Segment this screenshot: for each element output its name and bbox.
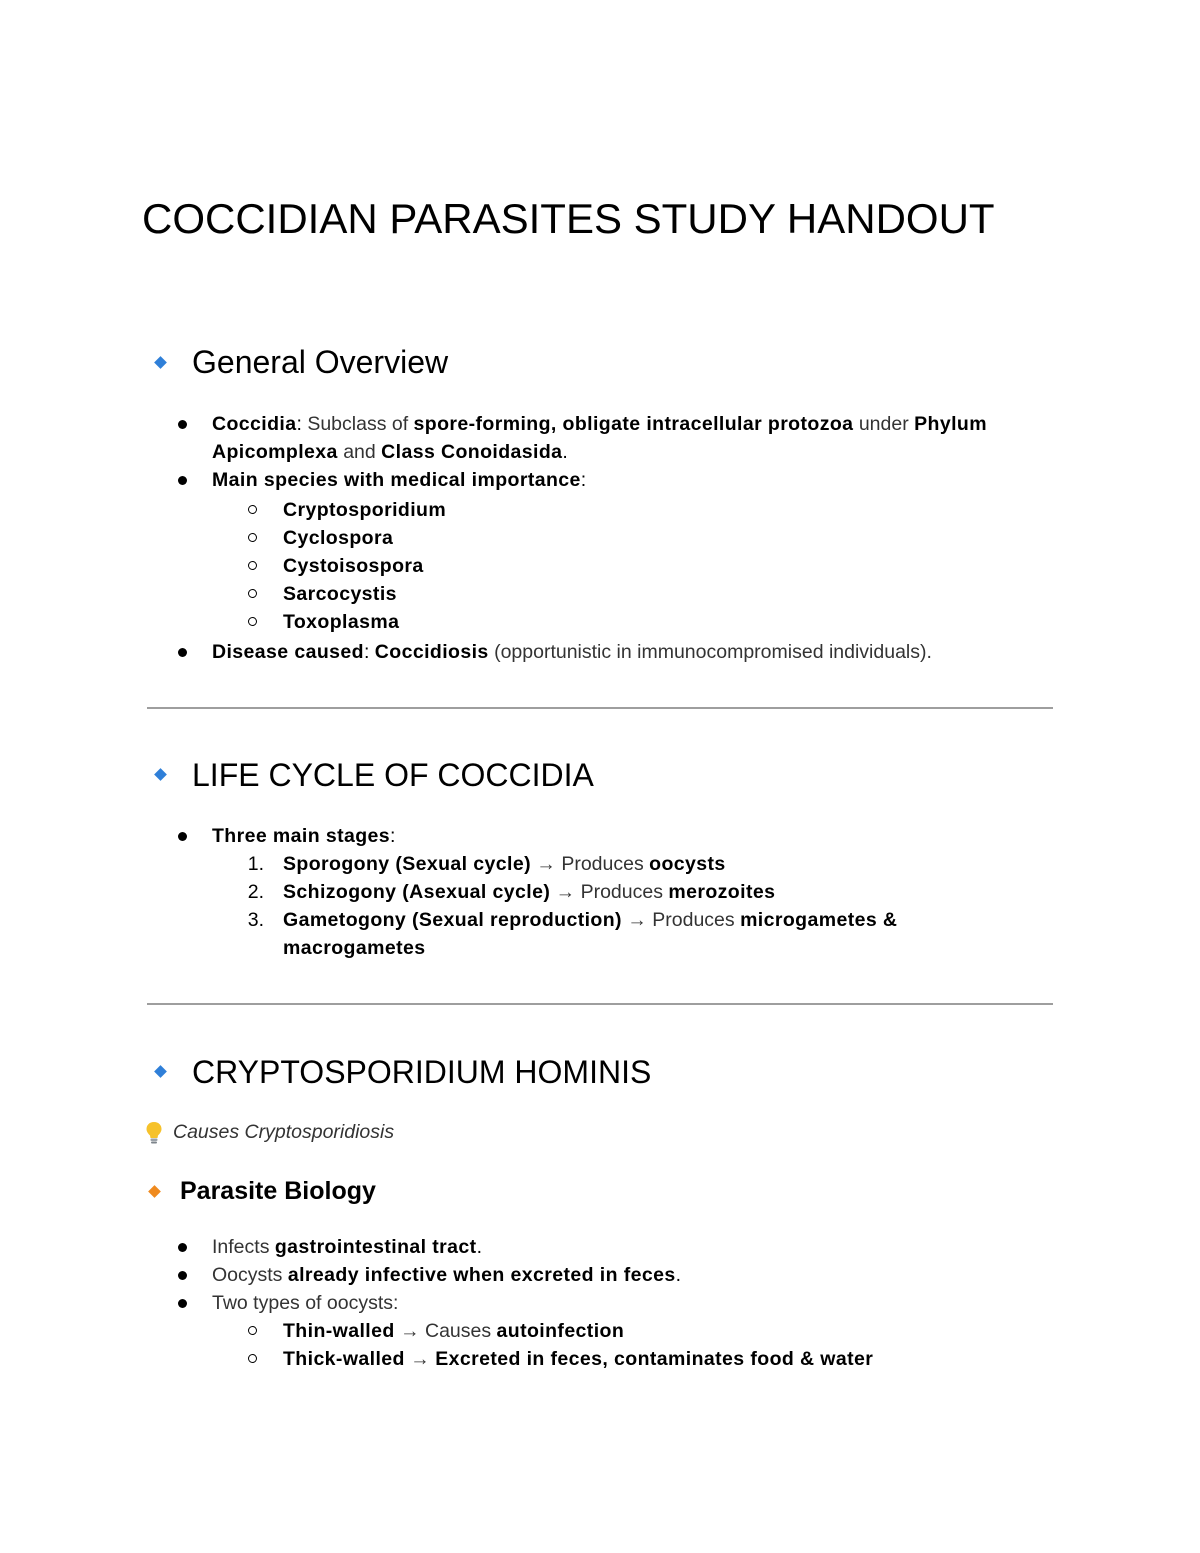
text: . (562, 441, 568, 463)
emphasis: Apicomplexa (212, 441, 338, 463)
bullet-dot-icon (178, 1271, 187, 1280)
bullet-dot-icon (178, 420, 187, 429)
species-item: Cystoisospora (283, 555, 424, 577)
list-number: 1. (247, 853, 264, 875)
text: → Produces (621, 909, 741, 931)
text: → Causes (394, 1320, 497, 1342)
emphasis: Excreted in feces, contaminates food & water (435, 1348, 874, 1370)
text: . (675, 1264, 682, 1286)
coccidia-line-1 (212, 410, 987, 438)
stage-item (283, 878, 775, 906)
bullet-circle-icon (248, 1354, 257, 1363)
text: : (296, 413, 302, 435)
term-coccidia: Coccidia (212, 413, 297, 435)
text: . (476, 1236, 482, 1258)
diamond-bullet-icon (154, 768, 167, 781)
text: : (363, 641, 375, 663)
horizontal-divider (147, 707, 1053, 709)
bullet-circle-icon (248, 561, 257, 570)
text: → Produces (550, 881, 669, 903)
oocyst-type-item (283, 1317, 624, 1345)
text: Subclass of (301, 413, 414, 435)
stage-name: Schizogony (Asexual cycle) (283, 881, 551, 903)
emphasis: already infective when excreted in feces (287, 1264, 676, 1286)
bullet-circle-icon (248, 589, 257, 598)
note-text: Causes Cryptosporidiosis (173, 1121, 395, 1143)
list-number: 3. (247, 909, 264, 931)
bullet-dot-icon (178, 1299, 187, 1308)
main-species-line (212, 466, 586, 494)
bullet-dot-icon (178, 476, 187, 485)
bullet-dot-icon (178, 1243, 187, 1252)
section-heading-cryptosporidium: CRYPTOSPORIDIUM HOMINIS (192, 1054, 652, 1090)
diamond-bullet-icon (154, 1065, 167, 1078)
list-number: 2. (247, 881, 264, 903)
bullet-circle-icon (248, 505, 257, 514)
bullet-circle-icon (248, 533, 257, 542)
text: under (853, 413, 915, 435)
emphasis: autoinfection (496, 1320, 625, 1342)
stage-item (283, 906, 897, 934)
text: → Produces (531, 853, 650, 875)
emphasis: gastrointestinal tract (274, 1236, 477, 1258)
species-item: Cryptosporidium (283, 499, 447, 521)
biology-item (212, 1233, 482, 1261)
bullet-dot-icon (178, 832, 187, 841)
label-main-species: Main species with medical importance (212, 469, 581, 491)
disease-line (212, 638, 932, 666)
species-item: Cyclospora (283, 527, 394, 549)
species-item: Sarcocystis (283, 583, 397, 605)
text: : (580, 469, 587, 491)
biology-item (212, 1261, 681, 1289)
emphasis: Thick-walled (283, 1348, 405, 1370)
species-item: Toxoplasma (283, 611, 400, 633)
emphasis: merozoites (668, 881, 776, 903)
label-stages: Three main stages (212, 825, 391, 847)
section-heading-life-cycle: LIFE CYCLE OF COCCIDIA (192, 757, 594, 793)
bullet-circle-icon (248, 1326, 257, 1335)
text: : (390, 825, 396, 847)
emphasis: Coccidiosis (374, 641, 489, 663)
lightbulb-icon (144, 1119, 164, 1147)
bullet-circle-icon (248, 617, 257, 626)
oocyst-type-item (283, 1345, 873, 1373)
emphasis: Phylum (914, 413, 987, 435)
emphasis: oocysts (649, 853, 726, 875)
stage-item-continued: macrogametes (283, 937, 426, 959)
page-title: COCCIDIAN PARASITES STUDY HANDOUT (142, 195, 995, 242)
text: Oocysts (212, 1264, 288, 1286)
stage-name: Sporogony (Sexual cycle) (283, 853, 531, 875)
emphasis: microgametes & (740, 909, 898, 931)
emphasis: Class Conoidasida (381, 441, 563, 463)
text: → (404, 1348, 436, 1370)
stage-item (283, 850, 726, 878)
section-heading-overview: General Overview (192, 344, 449, 380)
text: (opportunistic in immunocompromised individuals). (488, 641, 932, 663)
emphasis: Thin-walled (283, 1320, 395, 1342)
stages-line (212, 822, 395, 850)
stage-name: Gametogony (Sexual reproduction) (283, 909, 622, 931)
diamond-bullet-icon (148, 1185, 161, 1198)
coccidia-line-2 (212, 438, 568, 466)
label-disease: Disease caused (212, 641, 364, 663)
bullet-dot-icon (178, 648, 187, 657)
text: and (337, 441, 382, 463)
emphasis: spore-forming, obligate intracellular protozoa (413, 413, 854, 435)
horizontal-divider (147, 1003, 1053, 1005)
diamond-bullet-icon (154, 356, 167, 369)
text: Infects (212, 1236, 275, 1258)
subsection-heading-biology: Parasite Biology (180, 1177, 376, 1205)
biology-item: Two types of oocysts: (212, 1292, 399, 1314)
